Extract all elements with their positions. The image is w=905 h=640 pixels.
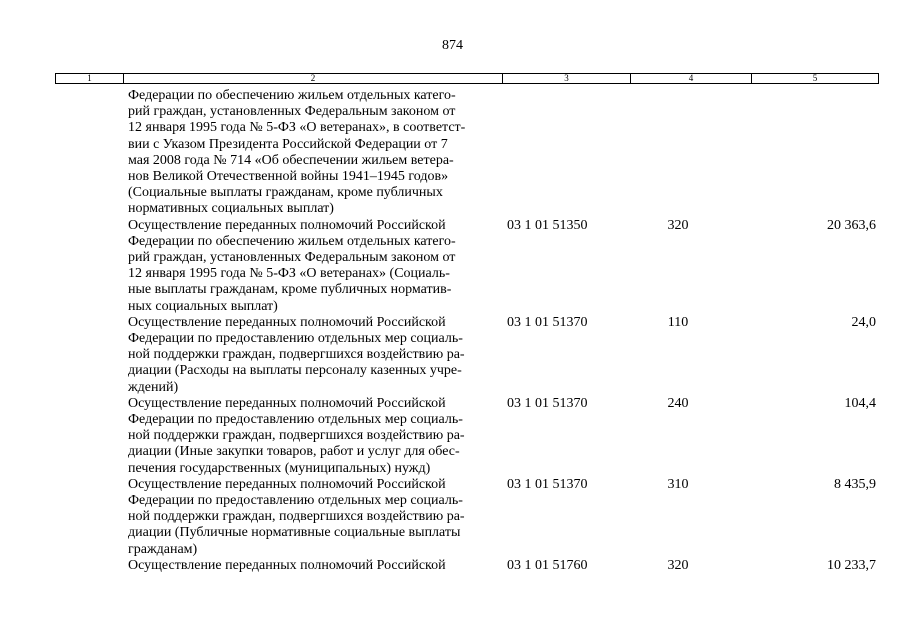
- row-target-code: 03 1 01 51350: [507, 217, 588, 233]
- table-body: [0, 88, 905, 574]
- table-row: [0, 315, 905, 396]
- table-row: [0, 88, 905, 218]
- row-expense-type: 110: [667, 314, 689, 330]
- row-description: Осуществление переданных полномочий Российской: [128, 557, 446, 573]
- row-amount: 8 435,9: [834, 476, 876, 492]
- row-description: Осуществление переданных полномочий Российской Федерации по предоставлению отдельных мер социаль- ной поддержки граждан, подвергшихся воздействию ра- диации (Публичные нормативные социальные выплаты гражданам): [128, 476, 465, 557]
- column-header-3: 3: [503, 74, 631, 83]
- column-header-5: 5: [812, 73, 818, 83]
- column-header-4: 4: [631, 74, 752, 83]
- page-number: 874: [442, 38, 463, 53]
- column-header-2: 2: [124, 74, 503, 83]
- row-target-code: 03 1 01 51370: [507, 314, 588, 330]
- row-expense-type: 320: [667, 217, 689, 233]
- row-target-code: 03 1 01 51370: [507, 395, 588, 411]
- row-amount: 10 233,7: [827, 557, 876, 573]
- row-expense-type: 240: [667, 395, 689, 411]
- row-description: Федерации по обеспечению жильем отдельных катего- рий граждан, установленных Федеральным законом от 12 января 1995 года № 5-ФЗ «О ветеранах», в соответст- вии с Указом Президента Российской Федерации от 7 мая 2008 года № 714 «Об обеспечении жильем ветера- нов Великой Отечественной войны 1941–1945 годов» (Социальные выплаты гражданам, кроме публичных нормативных социальных выплат): [128, 88, 466, 217]
- table-column-header: [55, 73, 879, 84]
- row-amount: 20 363,6: [827, 217, 876, 233]
- table-row: [0, 558, 905, 574]
- row-expense-type: 310: [667, 476, 689, 492]
- table-row: [0, 218, 905, 315]
- column-header-1: 1: [56, 74, 124, 83]
- table-row: [0, 477, 905, 558]
- row-description: Осуществление переданных полномочий Российской Федерации по обеспечению жильем отдельных катего- рий граждан, установленных Федеральным законом от 12 января 1995 года № 5-ФЗ «О ветеранах» (Социаль- ные выплаты гражданам, кроме публичных норматив- ных социальных выплат): [128, 217, 456, 314]
- row-target-code: 03 1 01 51370: [507, 476, 588, 492]
- table-row: [0, 396, 905, 477]
- row-amount: 104,4: [844, 395, 876, 411]
- row-description: Осуществление переданных полномочий Российской Федерации по предоставлению отдельных мер социаль- ной поддержки граждан, подвергшихся воздействию ра- диации (Иные закупки товаров, работ и услуг для обес- печения государственных (муниципальных) нужд): [128, 395, 465, 476]
- row-amount: 24,0: [851, 314, 876, 330]
- row-description: Осуществление переданных полномочий Российской Федерации по предоставлению отдельных мер социаль- ной поддержки граждан, подвергшихся воздействию ра- диации (Расходы на выплаты персоналу казенных учре- ждений): [128, 314, 465, 395]
- row-target-code: 03 1 01 51760: [507, 557, 588, 573]
- row-expense-type: 320: [667, 557, 689, 573]
